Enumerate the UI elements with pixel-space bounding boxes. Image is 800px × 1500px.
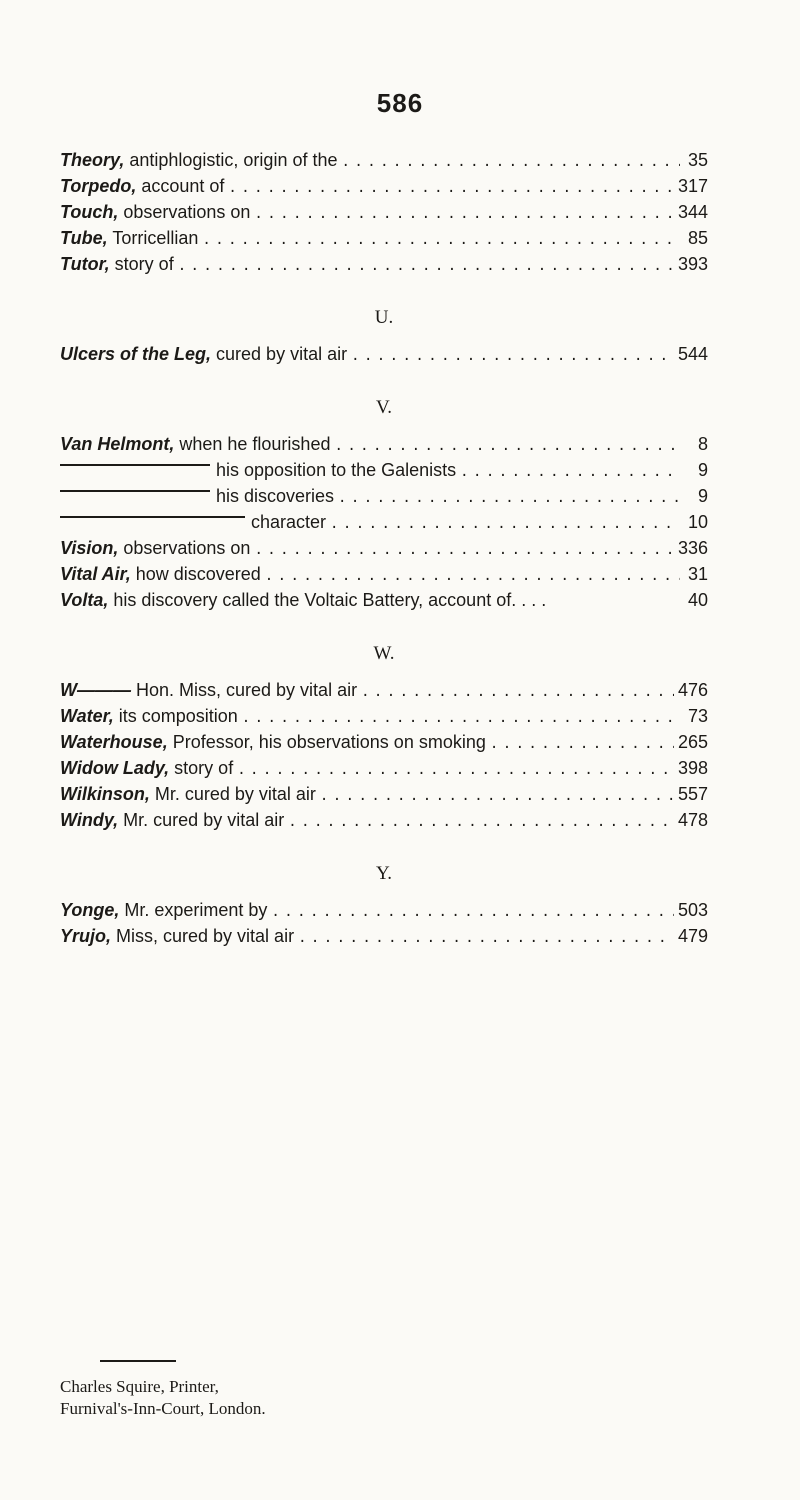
leader-dots — [320, 788, 674, 804]
page-reference: 393 — [677, 254, 708, 274]
leader-dots — [330, 516, 680, 532]
entry-term: Wilkinson, — [60, 784, 150, 804]
entry-heading — [60, 784, 316, 805]
index-entry — [60, 512, 708, 538]
index-entry — [60, 706, 708, 732]
entry-description: his discoveries — [216, 486, 335, 506]
page-reference: 9 — [697, 460, 708, 480]
index-entry — [60, 810, 708, 836]
index-list — [60, 150, 708, 952]
leader-dots — [254, 542, 674, 558]
page-reference: 265 — [677, 732, 708, 752]
entry-heading — [60, 706, 238, 727]
entry-description: his opposition to the Galenists — [216, 460, 457, 480]
leader-dots — [254, 206, 674, 222]
entry-description: its composition — [113, 706, 238, 726]
ditto-dash — [60, 516, 245, 518]
page-reference: 336 — [677, 538, 708, 558]
index-entry — [60, 202, 708, 228]
entry-heading — [60, 150, 338, 171]
entry-heading — [60, 900, 267, 921]
index-entry — [60, 732, 708, 758]
entry-heading — [60, 590, 546, 611]
entry-term: Theory, — [60, 150, 125, 170]
entry-description: character — [251, 512, 327, 532]
entry-term: Windy, — [60, 810, 119, 830]
entry-heading — [60, 758, 233, 779]
leader-dots — [265, 568, 680, 584]
page-number: 586 — [376, 88, 424, 118]
section-letter: W. — [373, 643, 395, 664]
index-entry — [60, 538, 708, 564]
leader-dots — [334, 438, 680, 454]
entry-term: Widow Lady, — [60, 758, 170, 778]
page-reference: 85 — [687, 228, 708, 248]
page-reference: 317 — [677, 176, 708, 196]
entry-heading — [60, 434, 330, 455]
leader-dots — [288, 814, 674, 830]
page-reference: 398 — [677, 758, 708, 778]
leader-dots — [237, 762, 674, 778]
entry-heading — [60, 732, 486, 753]
entry-heading — [60, 176, 224, 197]
index-entry — [60, 434, 708, 460]
ditto-dash — [60, 490, 210, 492]
page-reference: 8 — [697, 434, 708, 454]
leader-dots — [228, 180, 674, 196]
page-reference: 10 — [687, 512, 708, 532]
index-entry — [60, 486, 708, 512]
page-reference: 478 — [677, 810, 708, 830]
entry-description: Miss, cured by vital air — [111, 926, 295, 946]
entry-heading — [60, 344, 347, 365]
entry-heading — [60, 810, 284, 831]
index-entry — [60, 344, 708, 370]
entry-description: observations on — [118, 538, 251, 558]
entry-term: Torpedo, — [60, 176, 137, 196]
index-entry — [60, 150, 708, 176]
entry-description: Torricellian — [107, 228, 199, 248]
page-reference: 503 — [677, 900, 708, 920]
page-reference: 476 — [677, 680, 708, 700]
entry-heading — [60, 486, 334, 507]
leader-dots — [271, 904, 674, 920]
entry-description: antiphlogistic, origin of the — [124, 150, 338, 170]
leader-dots — [178, 258, 674, 274]
printer-address: Furnival's-Inn-Court, London. — [60, 1399, 266, 1418]
entry-heading — [60, 680, 357, 701]
index-entry — [60, 590, 708, 616]
section-letter: U. — [374, 307, 394, 328]
leader-dots — [298, 930, 674, 946]
entry-term: Volta, — [60, 590, 109, 610]
footer-rule — [100, 1360, 176, 1362]
page-reference: 9 — [697, 486, 708, 506]
printer-imprint — [60, 1360, 266, 1420]
entry-heading — [60, 202, 250, 223]
entry-description: how discovered — [130, 564, 261, 584]
entry-description: Mr. cured by vital air — [118, 810, 285, 830]
leader-dots — [460, 464, 680, 480]
entry-heading — [60, 926, 294, 947]
index-entry — [60, 564, 708, 590]
entry-description: story of — [109, 254, 174, 274]
page-reference: 35 — [687, 150, 708, 170]
entry-description: his discovery called the Voltaic Battery, account of. . . . — [108, 590, 547, 610]
entry-description: cured by vital air — [211, 344, 348, 364]
entry-term: Water, — [60, 706, 114, 726]
entry-term: Vital Air, — [60, 564, 131, 584]
leader-dots — [338, 490, 680, 506]
printer-name: Charles Squire, Printer, — [60, 1377, 219, 1396]
page-reference: 344 — [677, 202, 708, 222]
page-reference: 479 — [677, 926, 708, 946]
entry-description: observations on — [118, 202, 251, 222]
entry-term: Yrujo, — [60, 926, 112, 946]
index-entry — [60, 228, 708, 254]
entry-description: story of — [169, 758, 234, 778]
page-reference: 40 — [687, 590, 708, 610]
index-entry — [60, 784, 708, 810]
entry-heading — [60, 460, 456, 481]
leader-dots — [342, 154, 681, 170]
index-entry — [60, 254, 708, 280]
leader-dots — [351, 348, 674, 364]
entry-description: account of — [136, 176, 225, 196]
entry-description: when he flourished — [174, 434, 331, 454]
page-reference: 73 — [687, 706, 708, 726]
entry-description: Mr. experiment by — [119, 900, 268, 920]
index-entry — [60, 758, 708, 784]
entry-term: Ulcers of the Leg, — [60, 344, 212, 364]
entry-term: W——— — [60, 680, 131, 700]
index-entry — [60, 926, 708, 952]
page-reference: 31 — [687, 564, 708, 584]
leader-dots — [242, 710, 680, 726]
leader-dots — [361, 684, 674, 700]
entry-heading — [60, 538, 250, 559]
ditto-dash — [60, 464, 210, 466]
entry-term: Vision, — [60, 538, 119, 558]
entry-term: Yonge, — [60, 900, 120, 920]
entry-heading — [60, 228, 198, 249]
index-entry — [60, 680, 708, 706]
section-letter: Y. — [375, 863, 393, 884]
index-entry — [60, 460, 708, 486]
entry-term: Tutor, — [60, 254, 110, 274]
section-letter: V. — [375, 397, 393, 418]
entry-term: Van Helmont, — [60, 434, 175, 454]
entry-description: Hon. Miss, cured by vital air — [131, 680, 358, 700]
entry-term: Touch, — [60, 202, 119, 222]
entry-description: Professor, his observations on smoking — [167, 732, 486, 752]
leader-dots — [490, 736, 674, 752]
index-entry — [60, 900, 708, 926]
entry-term: Tube, — [60, 228, 108, 248]
entry-description: Mr. cured by vital air — [149, 784, 316, 804]
index-entry — [60, 176, 708, 202]
leader-dots — [202, 232, 680, 248]
entry-term: Waterhouse, — [60, 732, 168, 752]
page-reference: 544 — [677, 344, 708, 364]
page-reference: 557 — [677, 784, 708, 804]
entry-heading — [60, 564, 261, 585]
entry-heading — [60, 512, 326, 533]
entry-heading — [60, 254, 174, 275]
